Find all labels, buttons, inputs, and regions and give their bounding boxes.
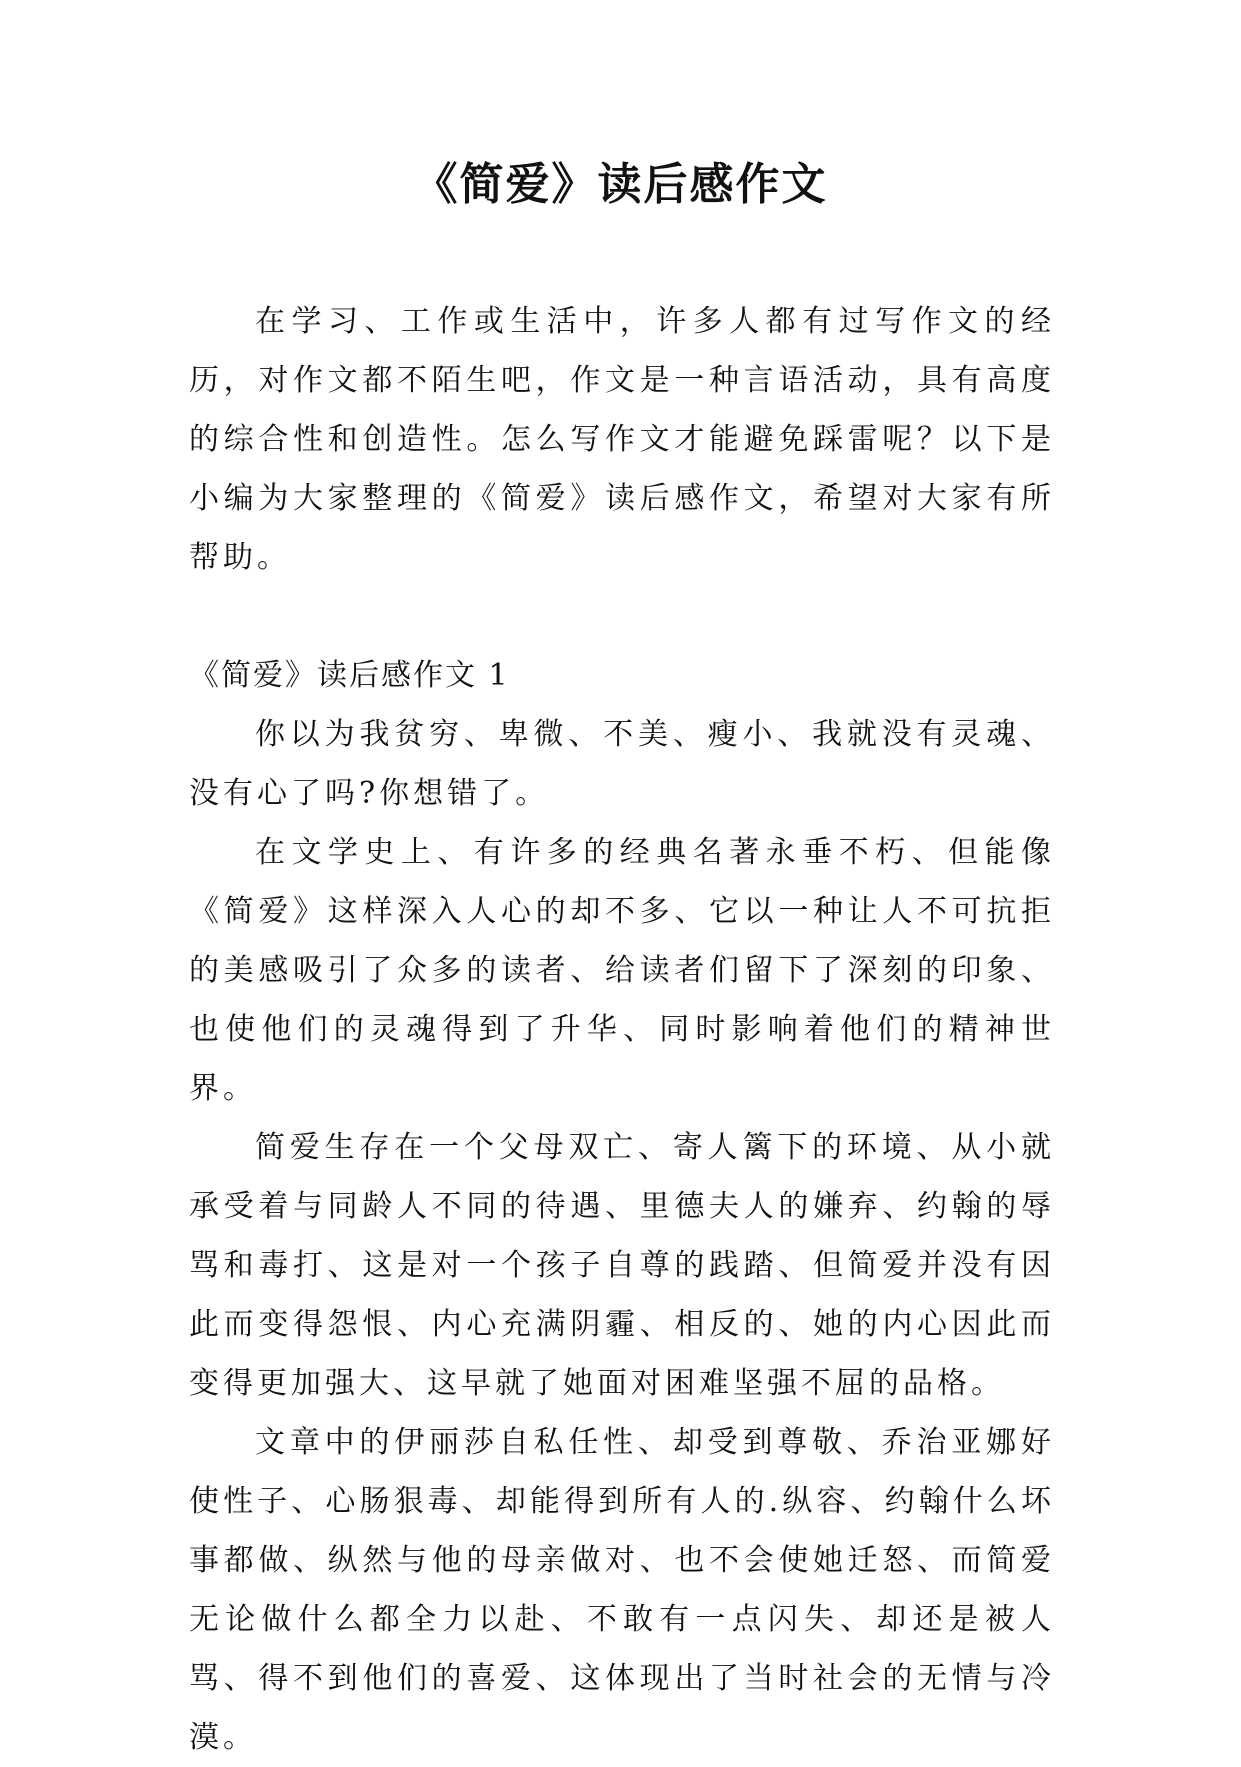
intro-paragraph: 在学习、工作或生活中，许多人都有过写作文的经历，对作文都不陌生吧，作文是一种言语活动，具有高度的综合性和创造性。怎么写作文才能避免踩雷呢？以下是小编为大家整理的《简爱》读后感作文，希望对大家有所帮助。 [189,304,1055,575]
section-heading: 《简爱》读后感作文 1 [189,658,510,693]
body-paragraph-2: 在文学史上、有许多的经典名著永垂不朽、但能像《简爱》这样深入人心的却不多、它以一种让人不可抗拒的美感吸引了众多的读者、给读者们留下了深刻的印象、也使他们的灵魂得到了升华、同时影响着他们的精神世界。 [189,835,1055,1106]
body-paragraph-3: 简爱生存在一个父母双亡、寄人篱下的环境、从小就承受着与同龄人不同的待遇、里德夫人的嫌弃、约翰的辱骂和毒打、这是对一个孩子自尊的践踏、但简爱并没有因此而变得怨恨、内心充满阴霾、相反的、她的内心因此而变得更加强大、这早就了她面对困难坚强不屈的品格。 [189,1130,1055,1401]
body-paragraph-4: 文章中的伊丽莎自私任性、却受到尊敬、乔治亚娜好使性子、心肠狠毒、却能得到所有人的.纵容、约翰什么坏事都做、纵然与他的母亲做对、也不会使她迁怒、而简爱无论做什么都全力以赴、不敢有一点闪失、却还是被人骂、得不到他们的喜爱、这体现出了当时社会的无情与冷漠。 [189,1425,1055,1755]
document-title: 《简爱》读后感作文 [413,159,828,210]
body-paragraph-1: 你以为我贫穷、卑微、不美、瘦小、我就没有灵魂、没有心了吗?你想错了。 [189,717,1055,811]
document-body [189,292,1055,1767]
